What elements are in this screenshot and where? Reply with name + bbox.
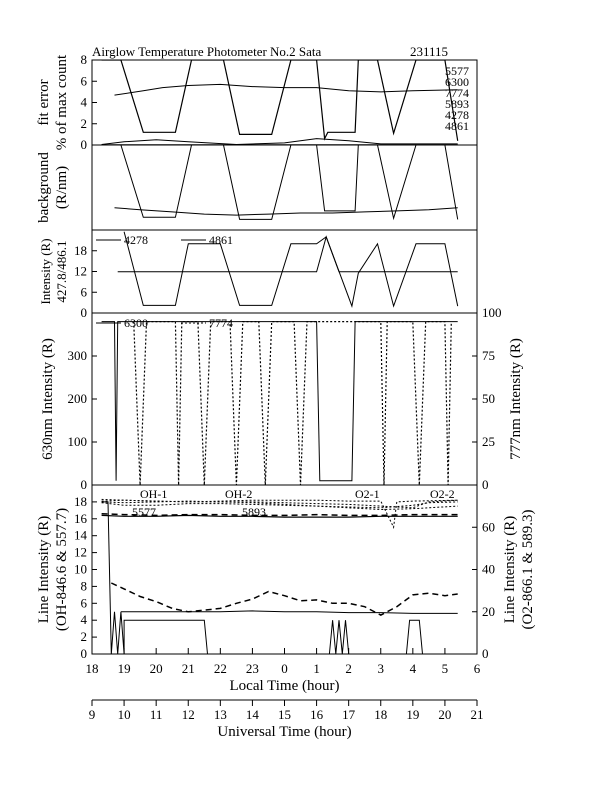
chart-date-code: 231115 bbox=[410, 44, 449, 59]
y-axis-label: Line Intensity (R) bbox=[36, 515, 52, 624]
x-tick-label: 5 bbox=[441, 661, 449, 676]
x-axis-label: Local Time (hour) bbox=[229, 678, 340, 694]
legend-label: O2-2 bbox=[430, 487, 455, 501]
y-right-tick-label: 100 bbox=[482, 305, 502, 320]
panel-line-intensity bbox=[36, 485, 536, 661]
y-axis-label: (R/nm) bbox=[54, 165, 70, 210]
y-axis-label: fit error bbox=[36, 79, 52, 126]
y-tick-label: 18 bbox=[74, 493, 87, 509]
legend-label: 6300 bbox=[124, 316, 148, 330]
legend-label: OH-1 bbox=[140, 487, 168, 501]
panel-frame bbox=[92, 313, 477, 485]
chart-title: Airglow Temperature Photometer No.2 Sata bbox=[92, 44, 322, 59]
y-tick-label: 8 bbox=[80, 52, 87, 67]
y-tick-label: 100 bbox=[67, 434, 87, 449]
legend-label: 6300 bbox=[445, 75, 469, 89]
legend-label: 5893 bbox=[445, 97, 469, 111]
series-group bbox=[118, 232, 458, 306]
y-tick-label: 2 bbox=[80, 115, 87, 131]
y-tick-label: 12 bbox=[74, 544, 87, 560]
series-group bbox=[102, 322, 458, 485]
ut-tick-label: 12 bbox=[181, 707, 195, 722]
y-tick-label: 0 bbox=[80, 477, 87, 492]
legend-label: OH-2 bbox=[225, 487, 253, 501]
panel-fit-error bbox=[36, 52, 477, 152]
legend-label: 7774 bbox=[209, 316, 233, 330]
y-right-tick-label: 25 bbox=[482, 434, 495, 449]
legend-label: 5577 bbox=[132, 505, 156, 519]
ut-tick-label: 19 bbox=[406, 707, 420, 722]
y-tick-label: 6 bbox=[80, 595, 87, 611]
series-line-7774 bbox=[134, 322, 452, 485]
x-tick-label: 0 bbox=[281, 661, 288, 676]
x-tick-label: 3 bbox=[377, 661, 384, 676]
y-tick-label: 12 bbox=[74, 263, 87, 279]
ut-tick-label: 17 bbox=[342, 707, 356, 722]
y-right-tick-label: 40 bbox=[482, 561, 495, 577]
x-tick-label: 1 bbox=[313, 661, 320, 676]
y-right-axis-label: (O2-866.1 & 589.3) bbox=[520, 509, 536, 630]
y-axis-label: (OH-846.6 & 557.7) bbox=[54, 507, 70, 632]
legend-label: 4278 bbox=[445, 108, 469, 122]
y-tick-label: 4 bbox=[80, 94, 87, 110]
y-tick-label: 8 bbox=[80, 578, 87, 594]
y-tick-label: 0 bbox=[80, 137, 87, 152]
y-right-tick-label: 0 bbox=[482, 477, 489, 492]
y-tick-label: 0 bbox=[80, 646, 87, 661]
panels bbox=[36, 52, 536, 661]
y-axis-label: Intensity (R) bbox=[38, 238, 53, 305]
series-group bbox=[102, 499, 458, 654]
series-group bbox=[102, 145, 458, 219]
series-line bbox=[102, 502, 458, 654]
x-tick-label: 18 bbox=[85, 661, 99, 676]
legend-label: 4861 bbox=[445, 119, 469, 133]
ut-tick-label: 18 bbox=[374, 707, 388, 722]
x-tick-label: 6 bbox=[473, 661, 481, 676]
ut-tick-label: 20 bbox=[438, 707, 452, 722]
series-line-6300 bbox=[102, 322, 458, 481]
series-line bbox=[115, 208, 458, 215]
ut-tick-label: 21 bbox=[470, 707, 484, 722]
panel-intensity-6300-7774 bbox=[40, 305, 524, 492]
y-axis-label: background bbox=[36, 152, 52, 223]
y-tick-label: 10 bbox=[74, 561, 87, 577]
y-right-tick-label: 75 bbox=[482, 348, 495, 363]
panel-background bbox=[36, 145, 477, 230]
y-tick-label: 18 bbox=[74, 242, 87, 258]
y-tick-label: 6 bbox=[80, 73, 87, 89]
y-tick-label: 200 bbox=[67, 391, 87, 406]
legend-label: O2-1 bbox=[355, 487, 380, 501]
series-line-4861 bbox=[124, 232, 458, 306]
y-tick-label: 6 bbox=[80, 284, 87, 300]
series-group bbox=[102, 60, 458, 145]
y-right-axis-label: 777nm Intensity (R) bbox=[508, 338, 524, 460]
y-axis-label: 630nm Intensity (R) bbox=[40, 338, 56, 460]
y-right-tick-label: 20 bbox=[482, 603, 495, 619]
series-line bbox=[102, 145, 458, 219]
legend-label: 7774 bbox=[445, 86, 469, 100]
y-right-tick-label: 60 bbox=[482, 519, 495, 535]
y-tick-label: 16 bbox=[74, 510, 87, 526]
x-tick-label: 19 bbox=[117, 661, 131, 676]
ut-tick-label: 16 bbox=[310, 707, 324, 722]
y-axis-label: 427.8/486.1 bbox=[54, 240, 69, 303]
series-line bbox=[102, 60, 458, 141]
y-tick-label: 4 bbox=[80, 612, 87, 628]
x-tick-label: 23 bbox=[245, 661, 259, 676]
x-tick-label: 4 bbox=[409, 661, 417, 676]
series-line bbox=[102, 139, 458, 145]
legend-label: 5577 bbox=[445, 64, 469, 78]
y-right-tick-label: 0 bbox=[482, 646, 489, 661]
panel-intensity-4278-4861 bbox=[38, 230, 477, 320]
y-tick-label: 14 bbox=[74, 527, 87, 543]
ut-tick-label: 9 bbox=[88, 707, 96, 722]
ut-tick-label: 11 bbox=[149, 707, 163, 722]
y-tick-label: 300 bbox=[67, 348, 87, 363]
ut-axis-label: Universal Time (hour) bbox=[217, 724, 352, 740]
legend-label: 5893 bbox=[242, 505, 266, 519]
x-axis bbox=[86, 648, 484, 740]
series-line bbox=[121, 611, 458, 614]
ut-tick-label: 14 bbox=[245, 707, 259, 722]
y-tick-label: 0 bbox=[80, 305, 87, 320]
x-tick-label: 22 bbox=[213, 661, 227, 676]
legend-label: 4278 bbox=[124, 233, 148, 247]
x-tick-label: 2 bbox=[345, 661, 352, 676]
ut-tick-label: 15 bbox=[278, 707, 291, 722]
x-tick-label: 20 bbox=[149, 661, 163, 676]
y-tick-label: 2 bbox=[80, 629, 87, 645]
ut-tick-label: 10 bbox=[117, 707, 131, 722]
y-axis-label: % of max count bbox=[54, 54, 70, 151]
x-tick-label: 21 bbox=[181, 661, 195, 676]
y-right-tick-label: 50 bbox=[482, 391, 495, 406]
series-line bbox=[111, 583, 457, 615]
ut-tick-label: 13 bbox=[213, 707, 227, 722]
legend-label: 4861 bbox=[209, 233, 233, 247]
y-right-axis-label: Line Intensity (R) bbox=[502, 515, 518, 624]
